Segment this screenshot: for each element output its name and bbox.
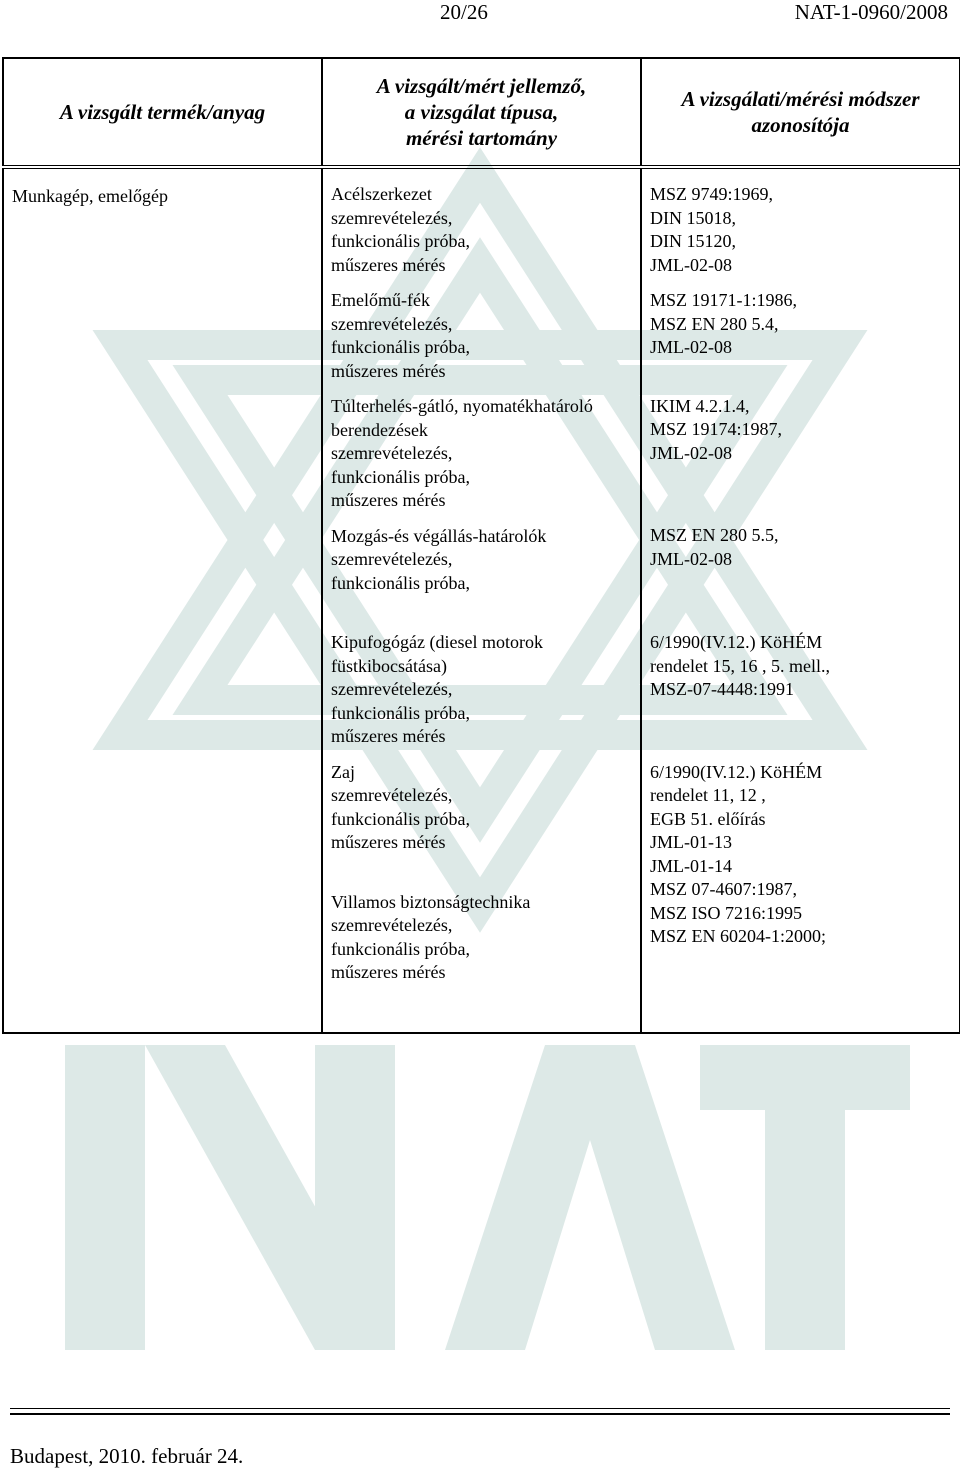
text-line: JML-02-08 [650,337,732,357]
text-line: funkcionális próba, [331,808,470,829]
text-line: JML-02-08 [650,442,732,463]
text-line: azonosítója [751,113,850,137]
text-line: Villamos biztonságtechnika [331,891,531,912]
feature-item [331,891,634,985]
product-cell [3,167,322,1033]
footer-place-date: Budapest, 2010. február 24. [10,1444,244,1468]
text-line: Acélszerkezet [331,184,432,204]
text-line: Zaj [331,761,355,782]
feature-item [331,631,634,749]
method-cell [641,167,960,1033]
method-item [650,631,953,702]
text-line: Mozgás-és végállás-határolók [331,525,547,546]
text-line: IKIM 4.2.1.4, [650,395,750,416]
text-line: funkcionális próba, [331,231,470,251]
text-line: JML-02-08 [650,254,732,275]
page-number: 20/26 [440,0,488,24]
text-line: funkcionális próba, [331,702,470,723]
text-line: szemrevételezés, [331,679,453,699]
text-line: berendezések [331,419,428,440]
feature-item [331,395,634,513]
product-name: Munkagép, emelőgép [12,186,168,206]
text-line: 6/1990(IV.12.) KöHÉM [650,761,823,782]
text-line: DIN 15018, [650,207,736,228]
text-line: Túlterhelés-gátló, nyomatékhatároló [331,396,593,416]
text-line: szemrevételezés, [331,915,453,935]
text-line: MSZ 19174:1987, [650,419,783,439]
document-id: NAT-1-0960/2008 [794,0,948,24]
text-line: szemrevételezés, [331,313,453,334]
feature-cell [322,167,641,1033]
text-line: műszeres mérés [331,254,446,275]
nat-letters [65,1045,910,1350]
method-item [650,761,953,949]
text-line: DIN 15120, [650,231,736,251]
text-line: MSZ EN 280 5.4, [650,313,779,334]
text-line: funkcionális próba, [331,337,470,357]
text-line: 6/1990(IV.12.) KöHÉM [650,632,823,652]
text-line: műszeres mérés [331,726,446,746]
text-line: szemrevételezés, [331,443,453,463]
method-item [650,183,953,277]
method-item [650,395,953,466]
text-line: funkcionális próba, [331,466,470,487]
footer-divider [10,1413,950,1415]
table-header-row [3,58,960,167]
text-line: műszeres mérés [331,832,446,852]
text-line: EGB 51. előírás [650,808,766,829]
accreditation-table [2,57,960,1034]
page-header [0,0,960,26]
text-line: A vizsgált/mért jellemző, [376,74,587,98]
text-line: JML-02-08 [650,548,732,569]
feature-item [331,183,634,277]
text-line: JML-01-13 [650,832,732,852]
text-line: JML-01-14 [650,855,732,876]
text-line: a vizsgálat típusa, [404,100,559,124]
column-header-feature [322,58,641,167]
method-item [650,289,953,360]
column-header-method [641,58,960,167]
text-line: MSZ EN 60204-1:2000; [650,926,827,946]
column-header-product [3,58,322,167]
text-line: szemrevételezés, [331,785,453,805]
text-line: MSZ 07-4607:1987, [650,879,798,899]
text-line: rendelet 11, 12 , [650,785,766,805]
text-line: műszeres mérés [331,490,446,510]
footer-divider [10,1408,950,1409]
text-line: füstkibocsátása) [331,655,447,676]
text-line: műszeres mérés [331,962,446,982]
text-line: rendelet 15, 16 , 5. mell., [650,655,830,676]
text-line: A vizsgálati/mérési módszer [681,87,920,111]
method-item [650,524,953,571]
table-row [3,167,960,1033]
text-line: mérési tartomány [405,126,558,150]
text-line: MSZ 19171-1:1986, [650,290,798,310]
text-line: szemrevételezés, [331,549,453,569]
feature-item [331,289,634,383]
text-line: Kipufogógáz (diesel motorok [331,632,543,652]
text-line: szemrevételezés, [331,207,453,228]
feature-item [331,761,634,855]
text-line: MSZ-07-4448:1991 [650,679,794,699]
text-line: műszeres mérés [331,360,446,381]
text-line: Emelőmű-fék [331,290,430,310]
feature-item [331,525,634,596]
text-line: MSZ EN 280 5.5, [650,525,779,545]
text-line: funkcionális próba, [331,572,470,593]
text-line: MSZ 9749:1969, [650,184,774,204]
text-line: A vizsgált termék/anyag [59,100,266,124]
text-line: MSZ ISO 7216:1995 [650,902,803,923]
text-line: funkcionális próba, [331,938,470,959]
